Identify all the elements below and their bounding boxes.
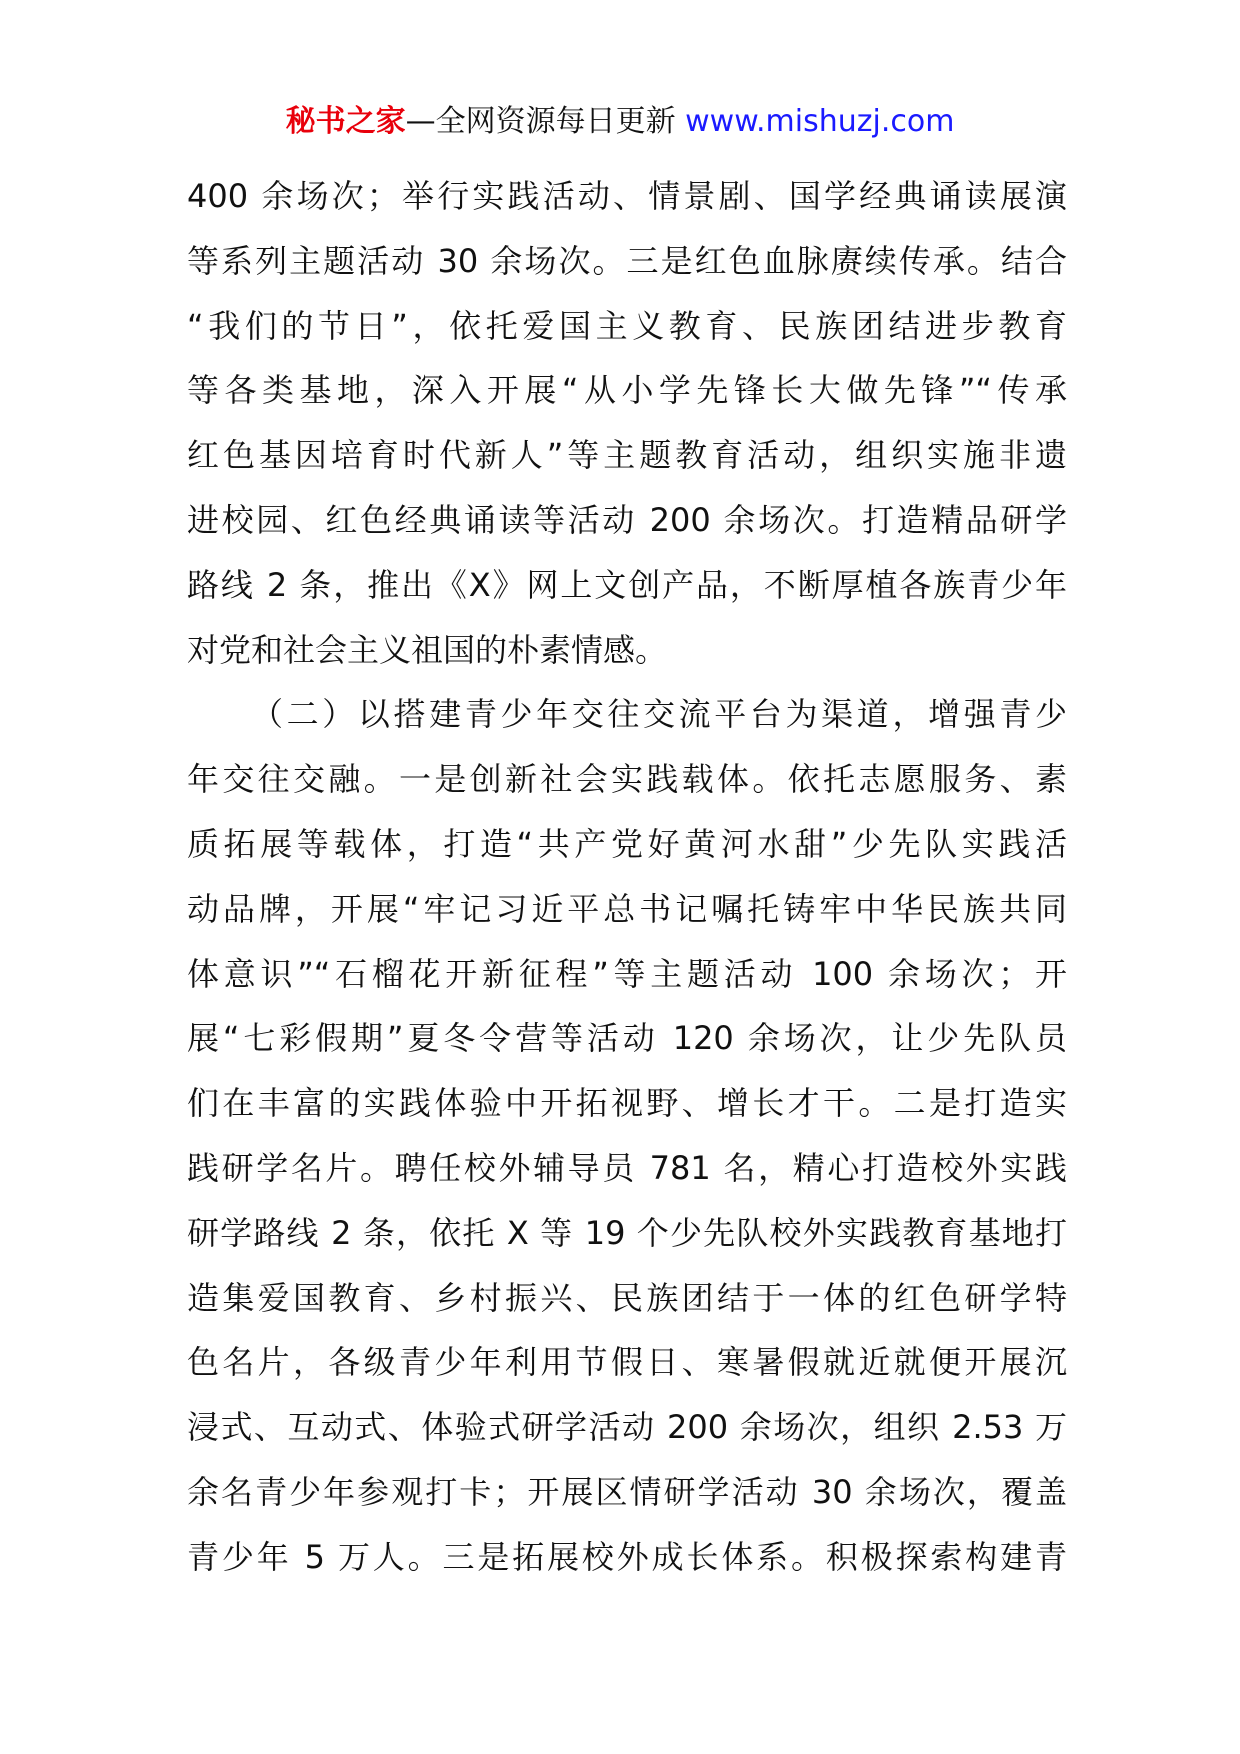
text-line: 动品牌，开展“牢记习近平总书记嘱托铸牢中华民族共同 (187, 889, 1067, 928)
document-body (187, 164, 1067, 1590)
text-line: 践研学名片。聘任校外辅导员 781 名，精心打造校外实践 (187, 1148, 1067, 1187)
text-line: 青少年 5 万人。三是拓展校外成长体系。积极探索构建青 (187, 1537, 1067, 1576)
text-line: 红色基因培育时代新人”等主题教育活动，组织实施非遗 (187, 436, 1067, 475)
text-line: 体意识”“石榴花开新征程”等主题活动 100 余场次；开 (187, 954, 1067, 993)
paragraph-1 (187, 164, 1067, 682)
paragraph-2 (187, 682, 1067, 1589)
text-line: 展“七彩假期”夏冬令营等活动 120 余场次，让少先队员 (187, 1019, 1067, 1058)
text-line: “我们的节日”，依托爱国主义教育、民族团结进步教育 (187, 306, 1067, 345)
text-line: 进校园、红色经典诵读等活动 200 余场次。打造精品研学 (187, 500, 1067, 539)
text-line: 等各类基地，深入开展“从小学先锋长大做先锋”“传承 (187, 371, 1067, 410)
text-line: 对党和社会主义祖国的朴素情感。 (187, 630, 668, 669)
text-line: 400 余场次；举行实践活动、情景剧、国学经典诵读展演 (187, 177, 1067, 215)
text-line: 余名青少年参观打卡；开展区情研学活动 30 余场次，覆盖 (187, 1472, 1067, 1511)
text-line: 等系列主题活动 30 余场次。三是红色血脉赓续传承。结合 (187, 241, 1067, 280)
text-line: 路线 2 条，推出《X》网上文创产品，不断厚植各族青少年 (187, 565, 1067, 604)
header-slogan: —全网资源每日更新 (405, 104, 676, 139)
header-url-link[interactable]: www.mishuzj.com (685, 104, 955, 139)
text-line: 年交往交融。一是创新社会实践载体。依托志愿服务、素 (187, 760, 1067, 799)
text-line: 研学路线 2 条，依托 X 等 19 个少先队校外实践教育基地打 (187, 1213, 1067, 1252)
text-line: 浸式、互动式、体验式研学活动 200 余场次，组织 2.53 万 (187, 1408, 1067, 1447)
text-line: 们在丰富的实践体验中开拓视野、增长才干。二是打造实 (187, 1084, 1067, 1123)
text-line: 质拓展等载体，打造“共产党好黄河水甜”少先队实践活 (187, 824, 1067, 863)
page-header (0, 100, 1240, 144)
text-line: 造集爱国教育、乡村振兴、民族团结于一体的红色研学特 (187, 1278, 1067, 1317)
header-brand: 秘书之家 (285, 104, 406, 139)
text-line: （二）以搭建青少年交往交流平台为渠道，增强青少 (251, 695, 1067, 734)
text-line: 色名片，各级青少年利用节假日、寒暑假就近就便开展沉 (187, 1343, 1067, 1382)
